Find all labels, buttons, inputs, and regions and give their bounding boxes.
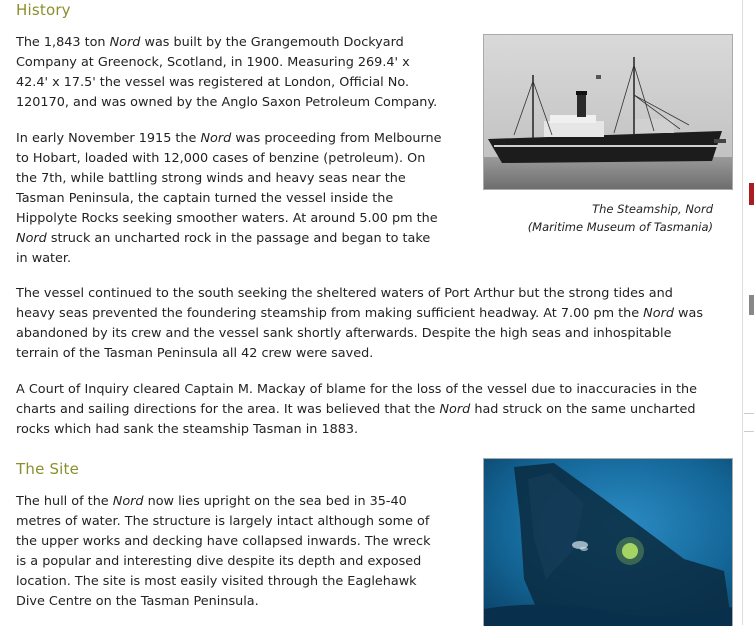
steamship-image-icon bbox=[484, 35, 732, 189]
text-line: In early November 1915 the Nord was proceeding from Melbourne bbox=[16, 131, 442, 146]
site-paragraph-1 bbox=[16, 492, 430, 612]
text-line: The 1,843 ton Nord was built by the Grangemouth Dockyard bbox=[16, 35, 404, 50]
text-line: is a popular and interesting dive despite its depth and exposed bbox=[16, 554, 422, 569]
text-line: in water. bbox=[16, 251, 72, 266]
caption-credit: (Maritime Museum of Tasmania) bbox=[527, 220, 713, 234]
history-paragraph-3 bbox=[16, 284, 703, 364]
text-line: 42.4' x 17.5' the vessel was registered at London, Official No. bbox=[16, 75, 410, 90]
edge-tick bbox=[744, 431, 754, 432]
text-line: Hippolyte Rocks seeking smoother waters. At around 5.00 pm the bbox=[16, 211, 438, 226]
text-line: Nord struck an uncharted rock in the passage and began to take bbox=[16, 231, 431, 246]
right-divider bbox=[742, 0, 743, 625]
text-line: Dive Centre on the Tasman Peninsula. bbox=[16, 594, 259, 609]
text-line: Company at Greenock, Scotland, in 1900. Measuring 269.4' x bbox=[16, 55, 410, 70]
site-heading: The Site bbox=[16, 460, 80, 478]
steamship-photo-caption bbox=[483, 200, 713, 236]
text-line: terrain of the Tasman Peninsula all 42 crew were saved. bbox=[16, 346, 374, 361]
text-line: 120170, and was owned by the Anglo Saxon Petroleum Company. bbox=[16, 95, 438, 110]
text-line: heavy seas prevented the foundering steamship from making sufficient headway. At 7.00 pm the Nord was bbox=[16, 306, 704, 321]
text-line: charts and sailing directions for the area. It was believed that the Nord had struck on the same uncharted bbox=[16, 402, 696, 417]
text-line: The vessel continued to the south seeking the sheltered waters of Port Arthur but the strong tides and bbox=[16, 286, 673, 301]
text-line: Tasman Peninsula, the captain turned the vessel inside the bbox=[16, 191, 394, 206]
text-line: metres of water. The structure is largely intact although some of bbox=[16, 514, 430, 529]
text-line: location. The site is most easily visited through the Eaglehawk bbox=[16, 574, 417, 589]
text-line: the upper works and decking have collapsed inwards. The wreck bbox=[16, 534, 431, 549]
steamship-photo bbox=[483, 34, 733, 190]
history-heading: History bbox=[16, 1, 71, 19]
caption-title: The Steamship, Nord bbox=[592, 202, 713, 216]
history-paragraph-4 bbox=[16, 380, 697, 440]
history-paragraph-1 bbox=[16, 33, 437, 113]
text-line: The hull of the Nord now lies upright on the sea bed in 35-40 bbox=[16, 494, 407, 509]
text-line: to Hobart, loaded with 12,000 cases of benzine (petroleum). On bbox=[16, 151, 426, 166]
underwater-wreck-image-icon bbox=[484, 459, 732, 626]
history-paragraph-2 bbox=[16, 129, 441, 269]
wreck-photo bbox=[483, 458, 733, 626]
text-line: abandoned by its crew and the vessel sank shortly afterwards. Despite the high seas and inhospitable bbox=[16, 326, 672, 341]
text-line: the 7th, while battling strong winds and heavy seas near the bbox=[16, 171, 406, 186]
edge-tick bbox=[744, 413, 754, 414]
text-line: A Court of Inquiry cleared Captain M. Mackay of blame for the loss of the vessel due to inaccuracies in the bbox=[16, 382, 698, 397]
scrollbar-thumb[interactable] bbox=[749, 295, 754, 315]
text-line: rocks which had sank the steamship Tasman in 1883. bbox=[16, 422, 359, 437]
edge-accent-red bbox=[749, 183, 754, 205]
